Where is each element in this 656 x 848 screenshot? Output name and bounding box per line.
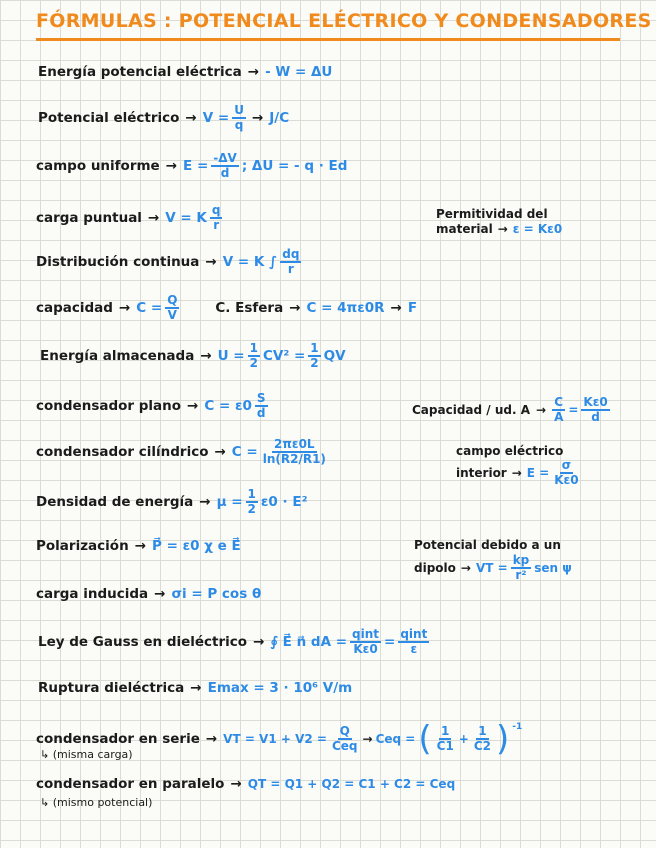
fraction: $\frac{C}{A}$ — [554, 395, 564, 424]
label: condensador cilíndrico — [36, 443, 209, 460]
arrow-icon: → — [511, 465, 522, 480]
formula: P⃗ = ε0 χ e E⃗ — [152, 538, 241, 554]
label: condensador en serie — [36, 731, 200, 747]
arrow-icon: → — [165, 157, 178, 174]
label: Energía almacenada — [40, 347, 195, 364]
arrow-icon: → — [190, 680, 202, 696]
row-campo-interior — [456, 444, 581, 486]
unit: F — [407, 299, 418, 316]
row-energia-potencial — [38, 64, 332, 80]
unit: J/C — [269, 109, 290, 126]
title-underline — [36, 38, 620, 41]
label: Capacidad / ud. A — [412, 402, 530, 417]
arrow-icon: → — [251, 109, 264, 126]
fraction: $\frac{2\pi\varepsilon 0L}{\ln(R2/R1)}$ — [262, 437, 326, 466]
formula: - W = ΔU — [265, 64, 333, 80]
label: C. Esfera — [215, 299, 284, 316]
row-potencial-electrico — [38, 104, 289, 131]
label: Potencial eléctrico — [38, 109, 180, 126]
formula: V = K ∫ $\frac{dq}{r}$ — [222, 247, 300, 276]
row-ruptura — [38, 680, 352, 696]
label: condensador en paralelo — [36, 776, 225, 792]
row-paralelo-note: ↳ (mismo potencial) — [40, 796, 153, 809]
arrow-icon: → — [118, 299, 131, 316]
row-capacidad — [36, 294, 417, 321]
label: campo eléctrico — [456, 444, 564, 458]
arrow-icon: → — [205, 731, 218, 747]
label: Polarización — [36, 538, 129, 554]
formula: V = K $\frac{q}{r}$ — [165, 203, 221, 232]
fraction: $\frac{1}{C2}$ — [473, 724, 492, 753]
arrow-icon: → — [199, 493, 211, 510]
arrow-icon: → — [187, 397, 199, 414]
arrow-icon: → — [497, 222, 508, 236]
fraction: $\frac{\text{qint}}{K\varepsilon 0}$ — [352, 627, 380, 656]
arrow-icon: → — [154, 586, 166, 602]
label: interior — [456, 465, 507, 480]
arrow-icon: → — [214, 443, 226, 460]
formula: VT = V1 + V2 = $\frac{Q}{\text{Ceq}}$ → Ceq = ( $\frac{1}{C1}$ + $\frac{1}{C2}$ ) $^{-1}$ — [223, 719, 523, 759]
formula: C = $\frac{2\pi\varepsilon 0L}{\ln(R2/R1)}$ — [231, 437, 326, 466]
arrow-icon: → — [390, 299, 402, 316]
formula: C = $\frac{Q}{V}$ — [136, 293, 178, 322]
label: Ruptura dieléctrica — [38, 680, 185, 696]
row-carga-inducida — [36, 586, 261, 602]
fraction: $\frac{\text{qint}}{\varepsilon}$ — [400, 627, 428, 656]
fraction: $\frac{q}{r}$ — [211, 203, 221, 232]
fraction: $\frac{1}{C1}$ — [436, 724, 454, 753]
formula: $\frac{C}{A}$ = $\frac{K\varepsilon 0}{d}$ — [554, 395, 608, 424]
arrow-icon: → — [253, 633, 265, 650]
arrow-icon: → — [134, 538, 146, 554]
label: carga inducida — [36, 586, 149, 602]
fraction: $\frac{kp}{\text{r²}}$ — [512, 553, 530, 582]
arrow-icon: → — [205, 253, 217, 270]
formula: C = ε0 $\frac{S}{d}$ — [204, 391, 266, 420]
arrow-icon: → — [200, 347, 212, 364]
label: Ley de Gauss en dieléctrico — [38, 633, 248, 650]
formula: VT = $\frac{kp}{\text{r²}}$ sen ψ — [475, 553, 572, 582]
label: carga puntual — [36, 209, 142, 226]
label: Energía potencial eléctrica — [38, 64, 242, 80]
fraction: $\frac{K\varepsilon 0}{d}$ — [583, 395, 608, 424]
page-title: FÓRMULAS : POTENCIAL ELÉCTRICO Y CONDENSADORES — [36, 10, 652, 32]
row-carga-puntual — [36, 204, 222, 231]
row-condensador-cilindrico — [36, 438, 328, 465]
formula: E = $\frac{-\Delta V}{d}$ ; ΔU = - q · Ed — [183, 151, 348, 180]
formula: QT = Q1 + Q2 = C1 + C2 = Ceq — [247, 777, 456, 791]
row-permitividad — [436, 207, 562, 236]
fraction: $\frac{-\Delta V}{d}$ — [213, 151, 237, 180]
arrow-icon: → — [230, 776, 242, 792]
label: Distribución continua — [36, 253, 200, 270]
arrow-icon: → — [362, 732, 373, 746]
arrow-icon: → — [536, 402, 547, 417]
row-paralelo — [36, 776, 455, 792]
label: Densidad de energía — [36, 493, 194, 510]
label: condensador plano — [36, 397, 182, 414]
formula: ε = Kε0 — [512, 222, 563, 236]
fraction: $\frac{dq}{r}$ — [282, 247, 300, 276]
fraction: $\frac{1}{2}$ — [249, 341, 258, 370]
fraction: $\frac{U}{q}$ — [234, 103, 244, 132]
formula: U = $\frac{1}{2}$ CV² = $\frac{1}{2}$ QV — [217, 341, 346, 370]
formula: V = $\frac{U}{q}$ — [202, 103, 244, 132]
fraction: $\frac{S}{d}$ — [256, 391, 266, 420]
arrow-icon: → — [247, 64, 260, 80]
label: dipolo — [414, 560, 456, 575]
fraction: $\frac{\sigma}{K\varepsilon 0}$ — [554, 458, 579, 487]
fraction: $\frac{Q}{\text{Ceq}}$ — [331, 724, 358, 753]
label: capacidad — [36, 299, 113, 316]
arrow-icon: → — [185, 109, 197, 126]
arrow-icon: → — [460, 560, 471, 575]
row-capacidad-area — [412, 396, 610, 423]
row-polarizacion — [36, 538, 241, 554]
row-potencial-dipolo — [414, 538, 572, 581]
arrow-icon: → — [147, 209, 160, 226]
label: material — [436, 222, 493, 236]
fraction: $\frac{1}{2}$ — [310, 341, 319, 370]
row-serie-note: ↳ (misma carga) — [40, 748, 133, 761]
formula: E = $\frac{\sigma}{K\varepsilon 0}$ — [526, 458, 579, 487]
row-campo-uniforme — [36, 152, 347, 179]
label: Permitividad del — [436, 207, 548, 221]
label: Potencial debido a un — [414, 538, 561, 552]
formula: σi = P cos θ — [171, 586, 262, 602]
formula: μ = $\frac{1}{2}$ ε0 · E² — [216, 487, 308, 516]
arrow-icon: → — [289, 299, 301, 316]
row-densidad-energia — [36, 488, 307, 515]
label: campo uniforme — [36, 157, 160, 174]
row-distribucion — [36, 248, 301, 275]
formula: ∮ E⃗ n⃗ dA = $\frac{\text{qint}}{K\varepsilon 0}$ = $\frac{\text{qint}}{\varepsilon}$ — [270, 627, 428, 656]
fraction: $\frac{Q}{V}$ — [167, 293, 178, 322]
formula: C = 4πε0R — [306, 299, 385, 316]
formula: Emax = 3 · 10⁶ V/m — [207, 680, 353, 696]
row-energia-almacenada — [40, 342, 346, 369]
row-gauss — [38, 628, 429, 655]
row-condensador-plano — [36, 392, 268, 419]
fraction: $\frac{1}{2}$ — [247, 487, 256, 516]
